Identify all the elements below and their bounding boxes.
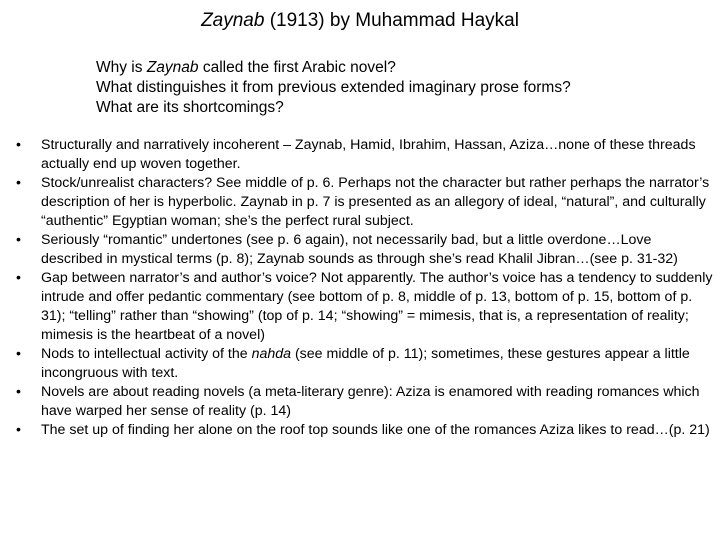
question-1-italic: Zaynab — [146, 59, 199, 76]
bullet-text: Seriously “romantic” undertones (see p. 6 again), not necessarily bad, but a little overdone…Love described in mystical terms (p. 8); Zaynab sounds as through she’s read Khalil Jibran…(see p. 31-32) — [41, 232, 678, 267]
bullet-text: Gap between narrator’s and author’s voice? Not apparently. The author’s voice has a tendency to suddenly intrude and offer pedantic commentary (see bottom of p. 8, middle of p. 13, bottom of p. 15, bottom of p. 31); “telling” rather than “showing” (top of p. 14; “showing” = mimesis, that is, a representation of reality; mimesis is the heartbeat of a novel) — [41, 270, 713, 343]
bullet-dot-icon: • — [16, 137, 21, 153]
bullet-dot-icon: • — [16, 270, 21, 286]
question-1-pre: Why is — [96, 59, 147, 76]
question-3-text: What are its shortcomings? — [96, 99, 284, 116]
bullet-item-roof-top — [16, 421, 716, 440]
bullet-dot-icon: • — [16, 175, 21, 191]
bullet-item-incoherence — [16, 136, 716, 174]
bullet-item-voice-gap — [16, 269, 716, 345]
bullet-text: Structurally and narratively incoherent – Zaynab, Hamid, Ibrahim, Hassan, Aziza…none of these threads actually end up woven together. — [41, 137, 696, 172]
bullet-text-pre: Nods to intellectual activity of the — [41, 346, 252, 362]
bullet-item-nahda — [16, 345, 716, 383]
question-1 — [96, 58, 696, 78]
bullet-text-post: (see middle of p. 11); sometimes, these gestures appear a little incongruous with text. — [41, 346, 690, 381]
bullet-text-italic: nahda — [251, 346, 292, 362]
bullet-dot-icon: • — [16, 232, 21, 248]
bullet-item-meta-literary — [16, 383, 716, 421]
bullet-dot-icon: • — [16, 346, 21, 362]
bullet-dot-icon: • — [16, 422, 21, 438]
bullet-text: Novels are about reading novels (a meta-literary genre): Aziza is enamored with reading romances which have warped her sense of reality (p. 14) — [41, 384, 700, 419]
question-list — [96, 58, 696, 118]
bullet-text: The set up of finding her alone on the roof top sounds like one of the romances Aziza likes to read…(p. 21) — [41, 422, 710, 438]
title-rest: (1913) by Muhammad Haykal — [264, 10, 519, 31]
bullet-item-characters — [16, 174, 716, 231]
title-italic: Zaynab — [201, 10, 265, 31]
bullet-item-romantic — [16, 231, 716, 269]
slide-title — [0, 8, 720, 34]
question-1-post: called the first Arabic novel? — [198, 59, 396, 76]
bullet-dot-icon: • — [16, 384, 21, 400]
question-2 — [96, 78, 696, 98]
question-3 — [96, 98, 696, 118]
question-2-text: What distinguishes it from previous extended imaginary prose forms? — [96, 79, 571, 96]
bullet-list — [16, 136, 716, 440]
bullet-text: Stock/unrealist characters? See middle of p. 6. Perhaps not the character but rather perhaps the narrator’s description of her is hyperbolic. Zaynab in p. 7 is presented as an allegory of ideal, “natural”, and culturally “authentic” Egyptian woman; she’s the perfect rural subject. — [41, 175, 710, 229]
